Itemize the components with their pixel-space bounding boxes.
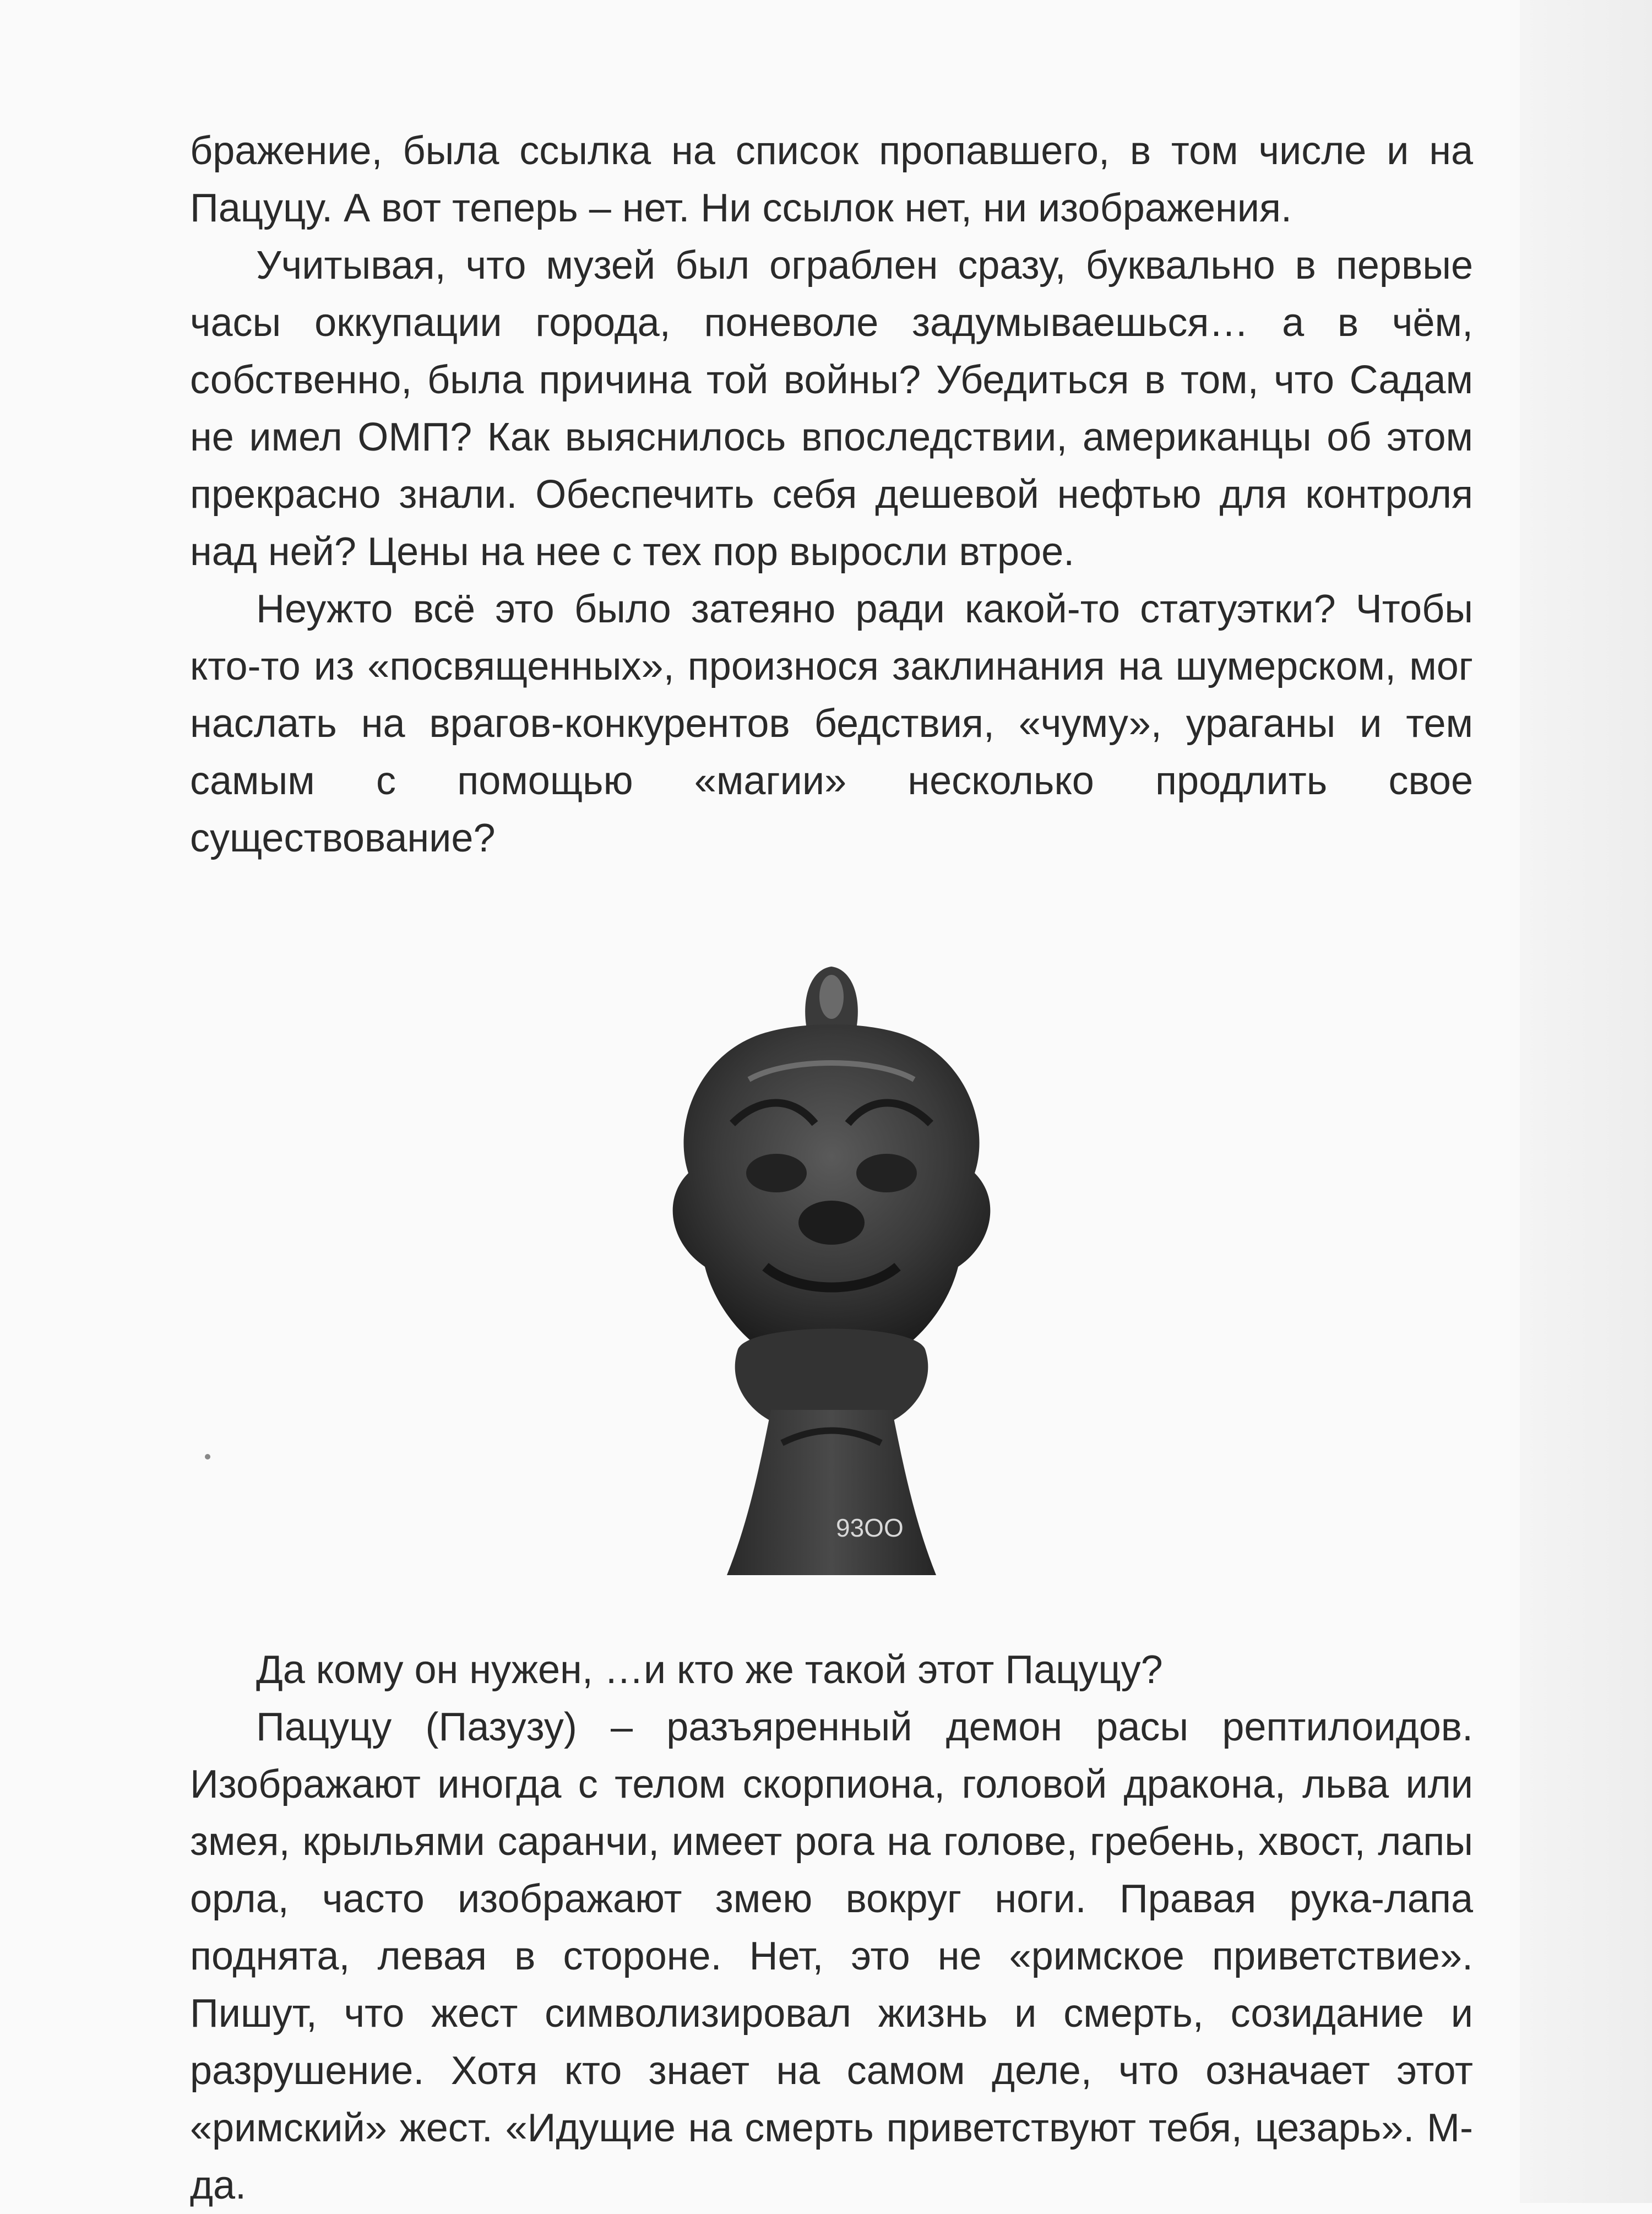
paragraph-1: бражение, была ссылка на список пропавшего, в том числе и на Пацуцу. А вот теперь – нет. Ни ссылок нет, ни изображения. — [190, 129, 1473, 230]
page-edge-shadow — [1520, 0, 1652, 2203]
paragraph-2: Учитывая, что музей был ограблен сразу, буквально в первые часы оккупации города, поневоле задумываешься… а в чём, собственно, была причина той войны? Убедиться в том, что Садам не имел ОМП? Как выяснилось впоследствии, американцы об этом прекрасно знали. Обеспечить себя дешевой нефтью для контроля над ней? Цены на нее с тех пор выросли втрое. — [190, 243, 1473, 574]
inventory-number: 93ОО — [836, 1513, 904, 1542]
scan-speck — [205, 1454, 210, 1459]
statuette-icon — [606, 914, 1057, 1597]
bottom-text-block — [190, 1641, 1473, 2214]
pazuzu-statuette-photo — [606, 914, 1057, 1597]
paragraph-5: Пацуцу (Пазузу) – разъяренный демон расы рептилоидов. Изображают иногда с телом скорпиона, головой дракона, льва или змея, крыльями саранчи, имеет рога на голове, гребень, хвост, лапы орла, часто изображают змею вокруг ноги. Правая рука-лапа поднята, левая в стороне. Нет, это не «римское приветствие». Пишут, что жест символизировал жизнь и смерть, созидание и разрушение. Хотя кто знает на самом деле, что означает этот «римский» жест. «Идущие на смерть приветствуют тебя, цезарь». М-да. — [190, 1705, 1473, 2207]
top-text-block — [190, 122, 1473, 867]
paragraph-4: Да кому он нужен, …и кто же такой этот Пацуцу? — [256, 1648, 1163, 1692]
paragraph-3: Неужто всё это было затеяно ради какой-то статуэтки? Чтобы кто-то из «посвященных», произнося заклинания на шумерском, мог наслать на врагов-конкурентов бедствия, «чуму», ураганы и тем самым с помощью «магии» несколько продлить свое существование? — [190, 587, 1473, 860]
